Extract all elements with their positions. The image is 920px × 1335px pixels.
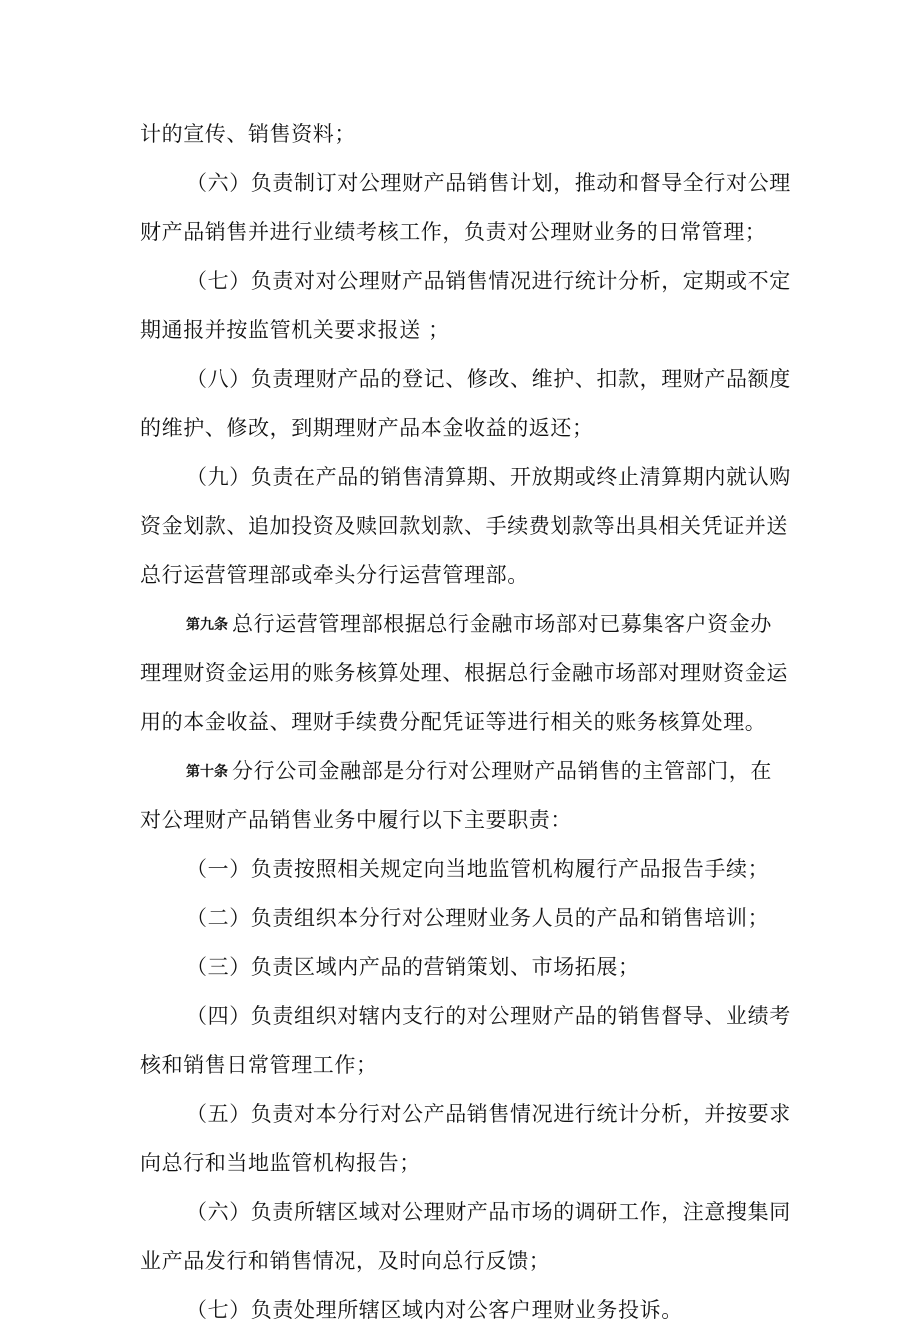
line-text: （七）负责处理所辖区域内对公客户理财业务投诉。 — [186, 1298, 683, 1322]
text-line — [140, 992, 791, 1041]
line-text: （六）负责所辖区域对公理财产品市场的调研工作，注意搜集同 — [186, 1200, 791, 1224]
line-text: 资金划款、追加投资及赎回款划款、手续费划款等出具相关凭证并送 — [140, 514, 788, 538]
line-text: 分行公司金融部是分行对公理财产品销售的主管部门，在 — [232, 759, 772, 783]
line-text: 核和销售日常管理工作； — [140, 1053, 378, 1077]
paragraph — [140, 992, 791, 1090]
article-number: 第九条 — [186, 617, 228, 633]
paragraph — [140, 453, 791, 600]
text-line — [140, 257, 791, 306]
text-line — [140, 1041, 782, 1090]
line-text: 向总行和当地监管机构报告； — [140, 1151, 421, 1175]
line-text: 理理财资金运用的账务核算处理、根据总行金融市场部对理财资金运 — [140, 661, 788, 685]
text-line — [140, 1237, 782, 1286]
line-text: （二）负责组织本分行对公理财业务人员的产品和销售培训； — [186, 906, 770, 930]
article-paragraph — [140, 600, 788, 747]
paragraph — [140, 894, 782, 943]
line-text: 对公理财产品销售业务中履行以下主要职责： — [140, 808, 572, 832]
document-body — [140, 110, 791, 1335]
text-line — [140, 306, 782, 355]
text-line — [140, 355, 791, 404]
line-text: 业产品发行和销售情况，及时向总行反馈； — [140, 1249, 551, 1273]
line-text: （九）负责在产品的销售清算期、开放期或终止清算期内就认购 — [186, 465, 791, 489]
line-text: （三）负责区域内产品的营销策划、市场拓展； — [186, 955, 640, 979]
text-line — [140, 894, 782, 943]
line-text: 用的本金收益、理财手续费分配凭证等进行相关的账务核算处理。 — [140, 710, 767, 734]
text-line — [140, 551, 782, 600]
text-line — [140, 796, 782, 845]
text-line — [140, 943, 782, 992]
paragraph — [140, 257, 791, 355]
text-line — [140, 845, 782, 894]
paragraph — [140, 159, 791, 257]
line-text: 总行运营管理部根据总行金融市场部对已募集客户资金办 — [232, 612, 772, 636]
paragraph — [140, 1286, 782, 1335]
paragraph — [140, 1090, 791, 1188]
line-text: （四）负责组织对辖内支行的对公理财产品的销售督导、业绩考 — [186, 1004, 791, 1028]
line-text: 财产品销售并进行业绩考核工作，负责对公理财业务的日常管理； — [140, 220, 767, 244]
line-text: 的维护、修改，到期理财产品本金收益的返还； — [140, 416, 594, 440]
text-line — [140, 453, 791, 502]
line-text: （五）负责对本分行对公产品销售情况进行统计分析，并按要求 — [186, 1102, 791, 1126]
text-line — [140, 649, 788, 698]
text-line — [140, 1188, 791, 1237]
text-line — [140, 502, 788, 551]
text-line — [140, 208, 782, 257]
text-line — [140, 1090, 791, 1139]
line-text: （一）负责按照相关规定向当地监管机构履行产品报告手续； — [186, 857, 770, 881]
line-text: 计的宣传、销售资料； — [140, 122, 356, 146]
line-text: （六）负责制订对公理财产品销售计划，推动和督导全行对公理 — [186, 171, 791, 195]
paragraph — [140, 110, 782, 159]
text-line — [140, 159, 791, 208]
text-line — [140, 698, 782, 747]
paragraph — [140, 943, 782, 992]
article-paragraph — [140, 747, 782, 845]
text-line — [140, 600, 782, 649]
text-line — [140, 747, 782, 796]
line-text: 总行运营管理部或牵头分行运营管理部。 — [140, 563, 529, 587]
text-line — [140, 110, 782, 159]
text-line — [140, 1139, 782, 1188]
text-line — [140, 1286, 782, 1335]
line-text: 期通报并按监管机关要求报送 ； — [140, 318, 450, 342]
paragraph — [140, 355, 791, 453]
line-text: （八）负责理财产品的登记、修改、维护、扣款，理财产品额度 — [186, 367, 791, 391]
article-number: 第十条 — [186, 764, 228, 780]
line-text: （七）负责对对公理财产品销售情况进行统计分析，定期或不定 — [186, 269, 791, 293]
paragraph — [140, 1188, 791, 1286]
paragraph — [140, 845, 782, 894]
text-line — [140, 404, 782, 453]
